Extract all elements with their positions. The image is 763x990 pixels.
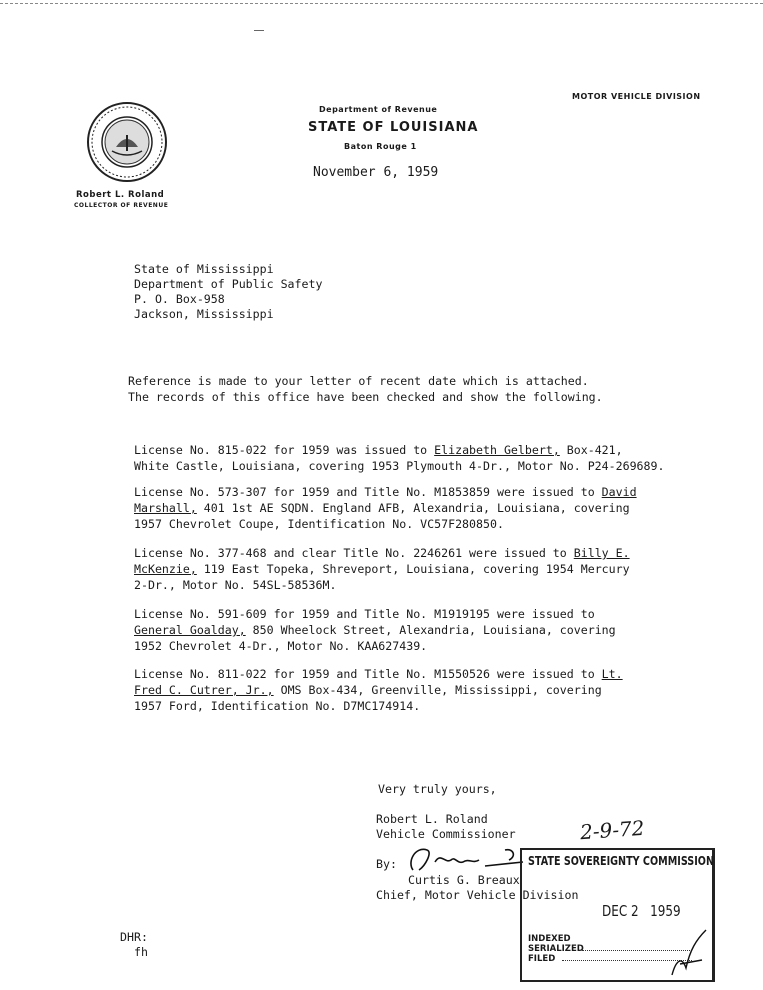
stamp-filed: FILED	[528, 954, 556, 964]
entry-4-name: General Goalday,	[134, 623, 246, 637]
signature-icon	[405, 840, 535, 880]
division-name: MOTOR VEHICLE DIVISION	[572, 92, 701, 101]
entry-2-line-2b: 401 1st AE SQDN. England AFB, Alexandria, Louisiana, covering	[196, 501, 630, 515]
typist-initials: DHR: fh	[120, 930, 148, 959]
stamp-serialized: SERIALIZED	[528, 944, 584, 954]
entry-4	[134, 590, 616, 654]
stamp-indexed: INDEXED	[528, 934, 571, 944]
entry-2-line-3: 1957 Chevrolet Coupe, Identification No. VC57F280850.	[134, 517, 504, 531]
entry-1-line-2: White Castle, Louisiana, covering 1953 Plymouth 4-Dr., Motor No. P24-269689.	[134, 459, 665, 473]
entry-3-line-3: 2-Dr., Motor No. 54SL-58536M.	[134, 578, 337, 592]
page-top-border	[0, 3, 763, 4]
recipient-line-2: Department of Public Safety	[134, 277, 323, 291]
recipient-line-4: Jackson, Mississippi	[134, 307, 274, 321]
state-name: STATE OF LOUISIANA	[308, 120, 479, 135]
entry-3-line-1a: License No. 377-468 and clear Title No. 2246261 were issued to	[134, 546, 574, 560]
entry-4-line-3: 1952 Chevrolet 4-Dr., Motor No. KAA627439.	[134, 639, 428, 653]
stamp-title: STATE SOVEREIGNTY COMMISSION	[528, 854, 714, 868]
entry-2-line-1a: License No. 573-307 for 1959 and Title No. M1853859 were issued to	[134, 485, 602, 499]
official-title: COLLECTOR OF REVENUE	[74, 202, 169, 209]
closing-name: Robert L. Roland	[376, 812, 488, 826]
department-name: Department of Revenue	[319, 105, 438, 114]
stray-mark	[254, 30, 264, 31]
intro-line-1: Reference is made to your letter of recent date which is attached.	[128, 374, 589, 388]
entry-5	[134, 650, 623, 714]
entry-5-line-1a: License No. 811-022 for 1959 and Title No. M1550526 were issued to	[134, 667, 602, 681]
recipient-line-1: State of Mississippi	[134, 262, 274, 276]
entry-3-name-part-1: Billy E.	[573, 546, 630, 560]
file-stamp	[520, 848, 715, 982]
closing-title: Vehicle Commissioner	[376, 827, 516, 841]
intro-line-2: The records of this office have been checked and show the following.	[128, 390, 603, 404]
signer-title: Chief, Motor Vehicle Division	[376, 888, 579, 902]
entry-3-line-2b: 119 East Topeka, Shreveport, Louisiana, covering 1954 Mercury	[196, 562, 630, 576]
recipient-line-3: P. O. Box-958	[134, 292, 225, 306]
letter-date: November 6, 1959	[313, 165, 439, 180]
closing-by: By:	[376, 857, 397, 871]
entry-5-line-3: 1957 Ford, Identification No. D7MC174914.	[134, 699, 421, 713]
entry-2-name-part-1: David	[601, 485, 637, 499]
entry-1-name: Elizabeth Gelbert,	[434, 443, 560, 457]
official-name: Robert L. Roland	[76, 190, 165, 200]
signer-name: Curtis G. Breaux	[408, 873, 520, 887]
stamp-date: DEC 2 1959	[602, 902, 681, 920]
state-seal-icon	[86, 101, 168, 183]
entry-3	[134, 529, 630, 593]
stamp-scribble-icon	[662, 920, 722, 980]
handwritten-date: 2-9-72	[579, 815, 646, 845]
entry-4-line-1: License No. 591-609 for 1959 and Title No. M1919195 were issued to	[134, 607, 595, 621]
entry-2-name-part-2: Marshall,	[134, 501, 197, 515]
entry-3-name-part-2: McKenzie,	[134, 562, 197, 576]
entry-5-line-2b: OMS Box-434, Greenville, Mississippi, covering	[273, 683, 602, 697]
closing-salutation: Very truly yours,	[378, 782, 497, 796]
entry-1-line-1a: License No. 815-022 for 1959 was issued to	[134, 443, 435, 457]
entry-1-line-1b: Box-421,	[559, 443, 623, 457]
entry-2	[134, 468, 637, 532]
entry-5-name-part-2: Fred C. Cutrer, Jr.,	[134, 683, 274, 697]
city-name: Baton Rouge 1	[344, 142, 417, 151]
entry-5-name-part-1: Lt.	[601, 667, 623, 681]
entry-4-line-2b: 850 Wheelock Street, Alexandria, Louisiana, covering	[245, 623, 616, 637]
entry-1	[134, 426, 664, 474]
